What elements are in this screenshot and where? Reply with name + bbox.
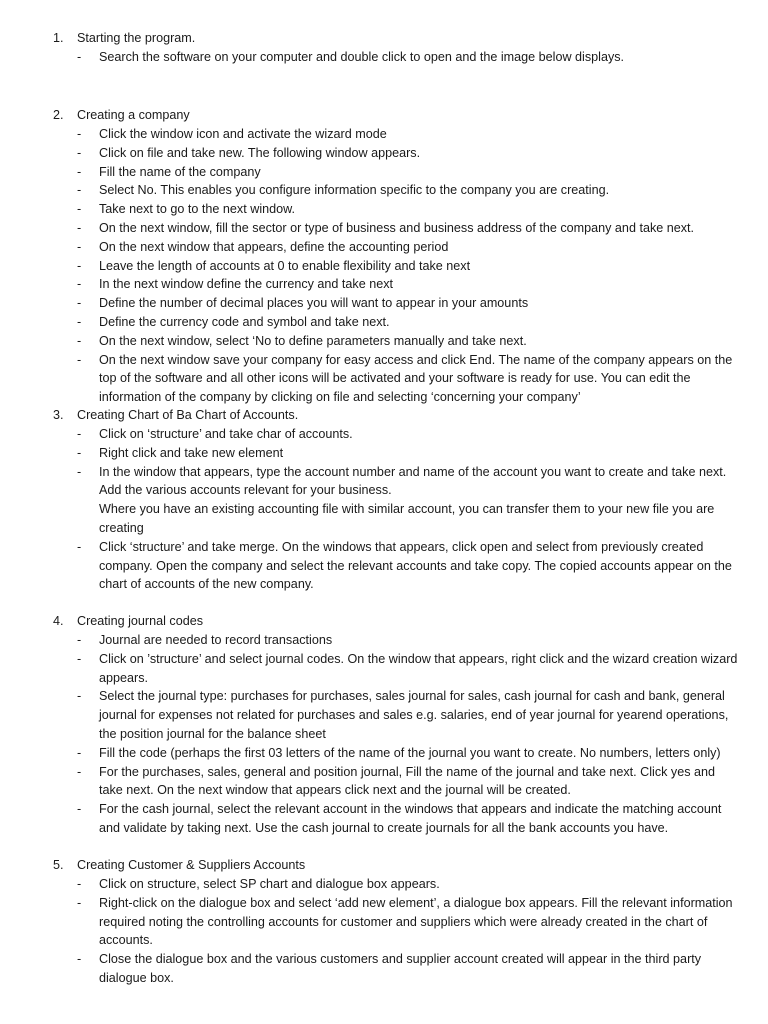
list-item [0,294,768,313]
section-starting-program [0,29,768,67]
bullet-dash: - [77,689,82,704]
bullet-dash: - [77,239,82,254]
list-item [0,313,768,332]
list-item [0,200,768,219]
list-item-text: On the next window that appears, define the accounting period [99,239,449,254]
list-item-text: Select the journal type: purchases for purchases, sales journal for sales, cash journal for cash and bank, general journal for expenses not related for purchases and sales e.g. salaries, end of year journal for yearend operations, the position journal for the balance sheet [99,689,729,741]
list-item-text: Right-click on the dialogue box and select ‘add new element’, a dialogue box appears. Fill the relevant information required noting the controlling accounts for customer and suppliers which were already created in the chart of accounts. [99,895,733,948]
bullet-dash: - [77,445,82,460]
list-item [0,950,768,988]
section-title: Starting the program. [77,31,196,45]
bullet-dash: - [77,745,82,760]
bullet-dash: - [77,952,82,967]
bullet-dash: - [77,296,82,311]
list-item [0,48,768,67]
list-item-text: Click on file and take new. The following window appears. [99,145,421,160]
list-item-text: Click on structure, select SP chart and dialogue box appears. [99,877,440,891]
list-item [0,163,768,182]
section-title: Creating a company [77,108,190,122]
section-creating-company [0,106,768,407]
list-item [0,894,768,950]
list-item-text: Define the currency code and symbol and take next. [99,314,390,329]
section-chart-of-accounts [0,406,768,594]
list-item-text: Fill the name of the company [99,164,261,179]
list-item [0,875,768,894]
list-item-text: Fill the code (perhaps the first 03 letters of the name of the journal you want to create. No numbers, letters only) [99,745,721,760]
section-number: 1. [53,31,64,45]
bullet-dash: - [77,202,82,217]
bullet-dash: - [77,258,82,273]
list-item-text: Journal are needed to record transactions [99,633,333,647]
section-number: 5. [53,858,64,872]
list-item [0,650,768,688]
list-item [0,538,768,594]
list-item [0,800,768,838]
bullet-dash: - [77,50,82,64]
list-item-text: In the next window define the currency and take next [99,277,394,292]
list-item [0,144,768,163]
list-item-text: Click ‘structure’ and take merge. On the windows that appears, click open and select from previously created company. Open the company and select the relevant accounts and take copy. The copied accounts appear on the chart of accounts of the new company. [99,539,732,592]
list-item [0,257,768,276]
bullet-dash: - [77,183,82,198]
bullet-dash: - [77,277,82,292]
list-item-text: For the purchases, sales, general and position journal, Fill the name of the journal and take next. Click yes and take next. On the next window that appears click next and the journal will be created. [99,764,716,798]
section-title: Creating journal codes [77,614,204,628]
list-item [0,181,768,200]
list-item-text: For the cash journal, select the relevant account in the windows that appears and indicate the matching account and validate by taking next. Use the cash journal to create journals for all the bank accounts you have. [99,802,722,835]
list-item-content [99,463,741,538]
bullet-dash: - [77,220,82,235]
list-item [0,687,768,743]
list-item-text: Search the software on your computer and double click to open and the image below displays. [99,50,625,64]
section-heading [0,856,768,875]
list-item-text: Take next to go to the next window. [99,202,296,217]
bullet-dash: - [77,764,82,779]
list-item [0,219,768,238]
list-item-text: On the next window, fill the sector or type of business and business address of the company and take next. [99,220,695,235]
section-number: 3. [53,408,64,422]
list-item [0,275,768,294]
section-title: Creating Chart of Ba Chart of Accounts. [77,408,299,422]
list-item [0,463,768,538]
list-item-text: Click on ‘structure’ and take char of accounts. [99,427,353,441]
bullet-dash: - [77,352,82,367]
list-item-text: On the next window save your company for easy access and click End. The name of the company appears on the top of the software and all other icons will be activated and your software is ready for use. You can edit the information of the company by clicking on file and selecting ‘concerning your company’ [99,352,733,405]
list-item-text: Leave the length of accounts at 0 to enable flexibility and take next [99,258,471,273]
section-journal-codes [0,612,768,838]
list-item-text: In the window that appears, type the account number and name of the account you want to create and take next. Add the various accounts relevant for your business. [99,464,727,498]
list-item [0,332,768,351]
bullet-dash: - [77,314,82,329]
list-item-text: Select No. This enables you configure information specific to the company you are creating. [99,183,610,198]
bullet-dash: - [77,895,82,910]
section-number: 4. [53,614,64,628]
list-item-text: Close the dialogue box and the various customers and supplier account created will appear in the third party dialogue box. [99,952,702,985]
section-title: Creating Customer & Suppliers Accounts [77,858,306,872]
section-heading [0,406,768,425]
bullet-dash: - [77,127,82,141]
list-item-text: Click the window icon and activate the wizard mode [99,127,387,141]
section-number: 2. [53,108,64,122]
list-item [0,238,768,257]
list-item-text: On the next window, select ‘No to define parameters manually and take next. [99,333,527,348]
section-heading [0,29,768,48]
list-item [0,631,768,650]
list-item [0,351,768,407]
bullet-dash: - [77,802,82,817]
bullet-dash: - [77,633,82,647]
list-item-text: Define the number of decimal places you will want to appear in your amounts [99,296,529,311]
section-heading [0,612,768,631]
bullet-dash: - [77,333,82,348]
list-item [0,444,768,463]
bullet-dash: - [77,145,82,160]
section-heading [0,106,768,125]
list-item [0,763,768,801]
bullet-dash: - [77,164,82,179]
list-item [0,425,768,444]
list-item-note: Where you have an existing accounting file with similar account, you can transfer them to your new file you are creating [99,502,715,535]
bullet-dash: - [77,651,82,666]
list-item-text: Click on ’structure’ and select journal codes. On the window that appears, right click and the wizard creation wizard appears. [99,651,738,685]
bullet-dash: - [77,877,82,891]
bullet-dash: - [77,464,82,479]
list-item [0,125,768,144]
bullet-dash: - [77,539,82,554]
section-customer-supplier-accounts [0,856,768,988]
bullet-dash: - [77,427,82,441]
list-item [0,744,768,763]
list-item-text: Right click and take new element [99,445,284,460]
